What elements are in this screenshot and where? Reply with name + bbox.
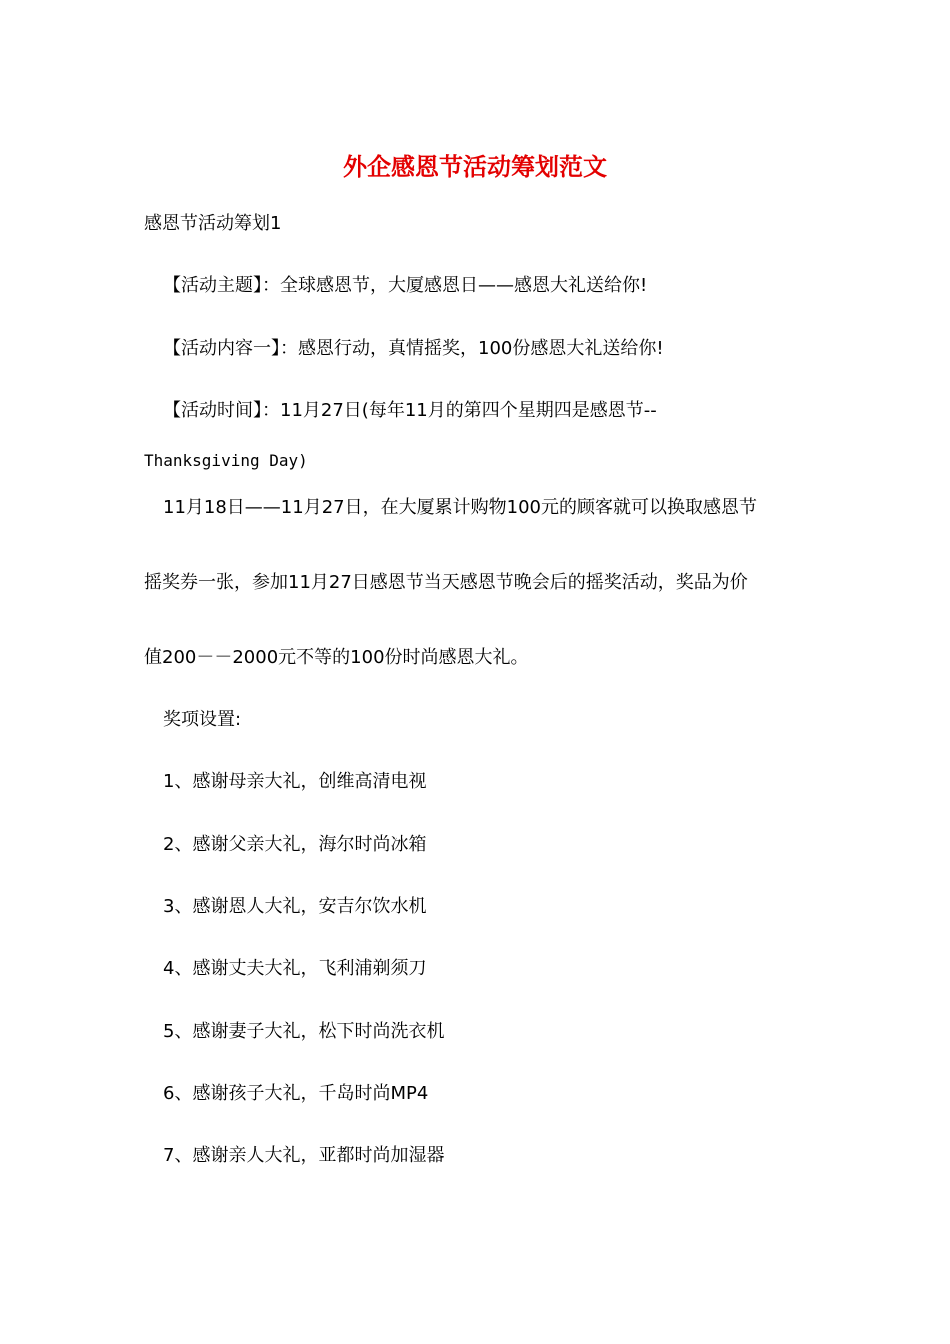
award-item-6: 6、感谢孩子大礼，千岛时尚MP4 bbox=[163, 1083, 429, 1104]
section-heading: 感恩节活动筹划1 bbox=[144, 213, 282, 234]
description-line-1: 11月18日——11月27日，在大厦累计购物100元的顾客就可以换取感恩节 bbox=[163, 497, 757, 518]
awards-heading: 奖项设置: bbox=[163, 709, 242, 730]
description-line-2: 摇奖券一张，参加11月27日感恩节当天感恩节晚会后的摇奖活动，奖品为价 bbox=[144, 572, 748, 593]
award-item-4: 4、感谢丈夫大礼，飞利浦剃须刀 bbox=[163, 958, 427, 979]
activity-time-line-2: Thanksgiving Day) bbox=[144, 451, 308, 470]
activity-time-line-1: 【活动时间】：11月27日(每年11月的第四个星期四是感恩节-- bbox=[163, 400, 657, 421]
award-item-5: 5、感谢妻子大礼，松下时尚洗衣机 bbox=[163, 1021, 445, 1042]
document-title: 外企感恩节活动筹划范文 bbox=[343, 152, 607, 181]
activity-content-one: 【活动内容一】：感恩行动，真情摇奖，100份感恩大礼送给你! bbox=[163, 338, 664, 359]
award-item-1: 1、感谢母亲大礼，创维高清电视 bbox=[163, 771, 427, 792]
award-item-7: 7、感谢亲人大礼，亚都时尚加湿器 bbox=[163, 1145, 445, 1166]
description-line-3: 值200－－2000元不等的100份时尚感恩大礼。 bbox=[144, 647, 529, 668]
activity-theme: 【活动主题】：全球感恩节，大厦感恩日——感恩大礼送给你! bbox=[163, 275, 648, 296]
award-item-3: 3、感谢恩人大礼，安吉尔饮水机 bbox=[163, 896, 427, 917]
award-item-2: 2、感谢父亲大礼，海尔时尚冰箱 bbox=[163, 834, 427, 855]
